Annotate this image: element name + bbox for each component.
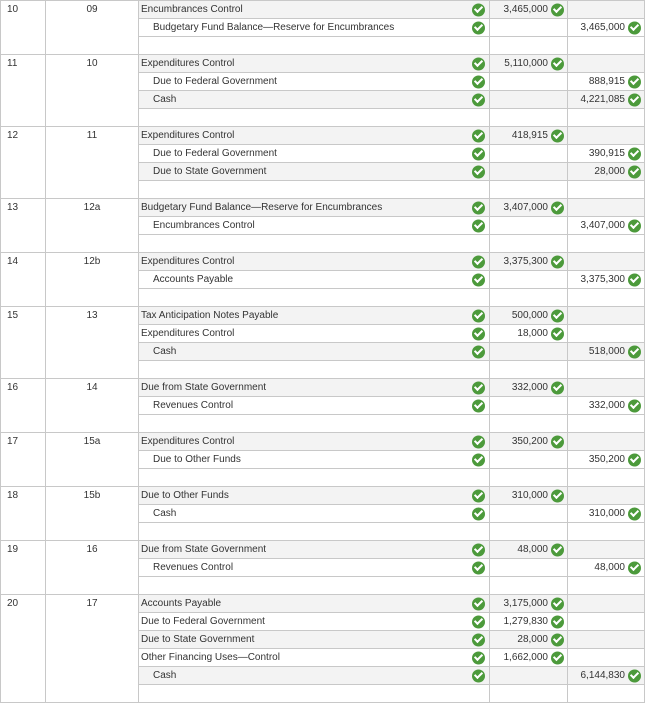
correct-check-icon — [551, 651, 564, 664]
correct-check-icon — [472, 615, 485, 628]
debit-amount-field[interactable] — [490, 595, 568, 613]
correct-check-icon — [472, 309, 485, 322]
debit-amount-field[interactable] — [490, 91, 568, 109]
account-title: Cash — [153, 508, 177, 519]
debit-amount: 48,000 — [517, 544, 548, 555]
correct-check-icon — [472, 3, 485, 16]
account-title: Expenditures Control — [141, 328, 235, 339]
journal-line-row — [1, 199, 645, 217]
correct-check-icon — [472, 507, 485, 520]
event-number: 10 — [46, 55, 139, 127]
debit-amount-field[interactable] — [490, 361, 568, 379]
credit-amount-field[interactable] — [568, 37, 645, 55]
entry-number: 13 — [1, 199, 46, 253]
account-title-field[interactable] — [139, 379, 490, 397]
account-title: Cash — [153, 670, 177, 681]
account-title-field[interactable] — [139, 343, 490, 361]
account-title: Due from State Government — [141, 544, 267, 555]
debit-amount: 418,915 — [511, 130, 548, 141]
account-title-field[interactable] — [139, 505, 490, 523]
credit-amount-field[interactable] — [568, 505, 645, 523]
debit-amount-field[interactable] — [490, 577, 568, 595]
event-number: 09 — [46, 1, 139, 55]
correct-check-icon — [472, 561, 485, 574]
debit-amount: 1,662,000 — [503, 652, 548, 663]
correct-check-icon — [551, 255, 564, 268]
account-title: Due to Federal Government — [153, 148, 277, 159]
debit-amount-field[interactable] — [490, 523, 568, 541]
correct-check-icon — [628, 669, 641, 682]
debit-amount-field[interactable] — [490, 379, 568, 397]
credit-amount-field[interactable] — [568, 325, 645, 343]
debit-amount: 1,279,830 — [503, 616, 548, 627]
account-title: Encumbrances Control — [141, 4, 243, 15]
credit-amount-field[interactable] — [568, 361, 645, 379]
credit-amount-field[interactable] — [568, 145, 645, 163]
entry-number: 14 — [1, 253, 46, 307]
journal-line-row — [1, 487, 645, 505]
account-title: Due to Federal Government — [153, 76, 277, 87]
debit-amount-field[interactable] — [490, 541, 568, 559]
journal-line-row — [1, 55, 645, 73]
journal-line-row — [1, 307, 645, 325]
account-title-field[interactable] — [139, 91, 490, 109]
journal-line-row — [1, 1, 645, 19]
correct-check-icon — [472, 381, 485, 394]
event-number: 13 — [46, 307, 139, 379]
correct-check-icon — [472, 147, 485, 160]
debit-amount-field[interactable] — [490, 559, 568, 577]
credit-amount-field[interactable] — [568, 469, 645, 487]
debit-amount: 3,375,300 — [503, 256, 548, 267]
correct-check-icon — [628, 507, 641, 520]
entry-number: 16 — [1, 379, 46, 433]
credit-amount-field[interactable] — [568, 55, 645, 73]
correct-check-icon — [628, 165, 641, 178]
correct-check-icon — [472, 669, 485, 682]
account-title: Due to Other Funds — [153, 454, 241, 465]
debit-amount: 18,000 — [517, 328, 548, 339]
entry-number: 15 — [1, 307, 46, 379]
correct-check-icon — [551, 3, 564, 16]
debit-amount-field[interactable] — [490, 307, 568, 325]
credit-amount-field[interactable] — [568, 559, 645, 577]
account-title: Accounts Payable — [141, 598, 222, 609]
correct-check-icon — [551, 201, 564, 214]
account-title: Budgetary Fund Balance—Reserve for Encumbrances — [141, 202, 383, 213]
credit-amount-field[interactable] — [568, 487, 645, 505]
account-title: Due to Federal Government — [141, 616, 265, 627]
credit-amount: 3,407,000 — [580, 220, 625, 231]
debit-amount-field[interactable] — [490, 19, 568, 37]
debit-amount: 3,465,000 — [503, 4, 548, 15]
credit-amount-field[interactable] — [568, 91, 645, 109]
debit-amount-field[interactable] — [490, 613, 568, 631]
account-title-field[interactable] — [139, 397, 490, 415]
account-title-field[interactable] — [139, 73, 490, 91]
credit-amount: 48,000 — [594, 562, 625, 573]
account-title-field[interactable] — [139, 199, 490, 217]
account-title-field[interactable] — [139, 235, 490, 253]
credit-amount-field[interactable] — [568, 613, 645, 631]
correct-check-icon — [472, 327, 485, 340]
credit-amount-field[interactable] — [568, 343, 645, 361]
correct-check-icon — [472, 633, 485, 646]
credit-amount: 518,000 — [588, 346, 625, 357]
correct-check-icon — [628, 453, 641, 466]
correct-check-icon — [628, 219, 641, 232]
event-number: 16 — [46, 541, 139, 595]
account-title: Accounts Payable — [153, 274, 234, 285]
correct-check-icon — [551, 309, 564, 322]
credit-amount: 28,000 — [594, 166, 625, 177]
account-title-field[interactable] — [139, 613, 490, 631]
account-title-field[interactable] — [139, 145, 490, 163]
correct-check-icon — [472, 255, 485, 268]
correct-check-icon — [472, 345, 485, 358]
account-title-field[interactable] — [139, 1, 490, 19]
credit-amount-field[interactable] — [568, 253, 645, 271]
journal-line-row — [1, 541, 645, 559]
correct-check-icon — [472, 453, 485, 466]
entry-number: 17 — [1, 433, 46, 487]
debit-amount-field[interactable] — [490, 631, 568, 649]
event-number: 14 — [46, 379, 139, 433]
debit-amount-field[interactable] — [490, 253, 568, 271]
debit-amount: 350,200 — [511, 436, 548, 447]
correct-check-icon — [628, 561, 641, 574]
account-title: Due to State Government — [153, 166, 267, 177]
correct-check-icon — [472, 651, 485, 664]
correct-check-icon — [628, 75, 641, 88]
credit-amount: 6,144,830 — [580, 670, 625, 681]
account-title-field[interactable] — [139, 559, 490, 577]
correct-check-icon — [551, 543, 564, 556]
credit-amount: 888,915 — [588, 76, 625, 87]
correct-check-icon — [551, 597, 564, 610]
credit-amount: 350,200 — [588, 454, 625, 465]
credit-amount-field[interactable] — [568, 595, 645, 613]
journal-line-row — [1, 595, 645, 613]
account-title: Due to Other Funds — [141, 490, 229, 501]
debit-amount-field[interactable] — [490, 163, 568, 181]
account-title-field[interactable] — [139, 181, 490, 199]
journal-line-row — [1, 127, 645, 145]
account-title-field[interactable] — [139, 289, 490, 307]
debit-amount-field[interactable] — [490, 55, 568, 73]
credit-amount-field[interactable] — [568, 649, 645, 667]
credit-amount-field[interactable] — [568, 451, 645, 469]
debit-amount-field[interactable] — [490, 649, 568, 667]
correct-check-icon — [628, 273, 641, 286]
correct-check-icon — [472, 57, 485, 70]
correct-check-icon — [472, 273, 485, 286]
account-title-field[interactable] — [139, 667, 490, 685]
event-number: 17 — [46, 595, 139, 703]
credit-amount-field[interactable] — [568, 271, 645, 289]
entry-number: 11 — [1, 55, 46, 127]
debit-amount-field[interactable] — [490, 685, 568, 703]
account-title-field[interactable] — [139, 631, 490, 649]
account-title-field[interactable] — [139, 361, 490, 379]
credit-amount-field[interactable] — [568, 235, 645, 253]
journal-body — [1, 1, 645, 703]
credit-amount-field[interactable] — [568, 163, 645, 181]
account-title: Encumbrances Control — [153, 220, 255, 231]
account-title-field[interactable] — [139, 55, 490, 73]
account-title-field[interactable] — [139, 109, 490, 127]
account-title-field[interactable] — [139, 163, 490, 181]
debit-amount-field[interactable] — [490, 325, 568, 343]
credit-amount-field[interactable] — [568, 523, 645, 541]
account-title-field[interactable] — [139, 487, 490, 505]
debit-amount-field[interactable] — [490, 469, 568, 487]
debit-amount: 310,000 — [511, 490, 548, 501]
account-title-field[interactable] — [139, 595, 490, 613]
event-number: 12b — [46, 253, 139, 307]
correct-check-icon — [551, 381, 564, 394]
credit-amount-field[interactable] — [568, 127, 645, 145]
entry-number: 18 — [1, 487, 46, 541]
correct-check-icon — [628, 399, 641, 412]
account-title: Due from State Government — [141, 382, 267, 393]
account-title-field[interactable] — [139, 307, 490, 325]
correct-check-icon — [628, 21, 641, 34]
correct-check-icon — [551, 435, 564, 448]
correct-check-icon — [472, 129, 485, 142]
account-title-field[interactable] — [139, 325, 490, 343]
correct-check-icon — [472, 219, 485, 232]
debit-amount: 500,000 — [511, 310, 548, 321]
correct-check-icon — [551, 327, 564, 340]
correct-check-icon — [472, 399, 485, 412]
correct-check-icon — [472, 201, 485, 214]
credit-amount-field[interactable] — [568, 109, 645, 127]
account-title-field[interactable] — [139, 127, 490, 145]
account-title-field[interactable] — [139, 685, 490, 703]
debit-amount-field[interactable] — [490, 145, 568, 163]
debit-amount: 3,175,000 — [503, 598, 548, 609]
debit-amount-field[interactable] — [490, 1, 568, 19]
account-title: Expenditures Control — [141, 58, 235, 69]
account-title-field[interactable] — [139, 433, 490, 451]
correct-check-icon — [551, 489, 564, 502]
correct-check-icon — [472, 543, 485, 556]
debit-amount-field[interactable] — [490, 433, 568, 451]
credit-amount-field[interactable] — [568, 541, 645, 559]
credit-amount-field[interactable] — [568, 415, 645, 433]
correct-check-icon — [472, 489, 485, 502]
debit-amount-field[interactable] — [490, 415, 568, 433]
correct-check-icon — [472, 435, 485, 448]
journal-line-row — [1, 379, 645, 397]
correct-check-icon — [628, 93, 641, 106]
debit-amount-field[interactable] — [490, 487, 568, 505]
debit-amount-field[interactable] — [490, 199, 568, 217]
account-title: Expenditures Control — [141, 436, 235, 447]
debit-amount-field[interactable] — [490, 235, 568, 253]
correct-check-icon — [628, 147, 641, 160]
account-title: Cash — [153, 94, 177, 105]
account-title-field[interactable] — [139, 649, 490, 667]
account-title: Revenues Control — [153, 400, 234, 411]
account-title-field[interactable] — [139, 451, 490, 469]
debit-amount-field[interactable] — [490, 397, 568, 415]
account-title-field[interactable] — [139, 415, 490, 433]
credit-amount-field[interactable] — [568, 73, 645, 91]
credit-amount-field[interactable] — [568, 217, 645, 235]
account-title: Budgetary Fund Balance—Reserve for Encumbrances — [153, 22, 395, 33]
credit-amount-field[interactable] — [568, 307, 645, 325]
credit-amount-field[interactable] — [568, 19, 645, 37]
credit-amount: 4,221,085 — [580, 94, 625, 105]
correct-check-icon — [472, 165, 485, 178]
entry-number: 19 — [1, 541, 46, 595]
credit-amount: 332,000 — [588, 400, 625, 411]
account-title-field[interactable] — [139, 469, 490, 487]
journal-line-row — [1, 433, 645, 451]
correct-check-icon — [551, 57, 564, 70]
account-title-field[interactable] — [139, 217, 490, 235]
event-number: 12a — [46, 199, 139, 253]
credit-amount-field[interactable] — [568, 1, 645, 19]
account-title-field[interactable] — [139, 577, 490, 595]
correct-check-icon — [472, 21, 485, 34]
account-title-field[interactable] — [139, 19, 490, 37]
account-title: Expenditures Control — [141, 256, 235, 267]
entry-number: 20 — [1, 595, 46, 703]
debit-amount-field[interactable] — [490, 343, 568, 361]
debit-amount-field[interactable] — [490, 505, 568, 523]
account-title: Tax Anticipation Notes Payable — [141, 310, 279, 321]
account-title: Revenues Control — [153, 562, 234, 573]
correct-check-icon — [472, 597, 485, 610]
correct-check-icon — [551, 129, 564, 142]
debit-amount: 332,000 — [511, 382, 548, 393]
credit-amount-field[interactable] — [568, 667, 645, 685]
debit-amount-field[interactable] — [490, 127, 568, 145]
debit-amount: 3,407,000 — [503, 202, 548, 213]
debit-amount-field[interactable] — [490, 271, 568, 289]
event-number: 15b — [46, 487, 139, 541]
credit-amount: 310,000 — [588, 508, 625, 519]
credit-amount: 3,465,000 — [580, 22, 625, 33]
debit-amount-field[interactable] — [490, 289, 568, 307]
debit-amount-field[interactable] — [490, 217, 568, 235]
event-number: 11 — [46, 127, 139, 199]
credit-amount-field[interactable] — [568, 289, 645, 307]
credit-amount-field[interactable] — [568, 685, 645, 703]
credit-amount-field[interactable] — [568, 181, 645, 199]
event-number: 15a — [46, 433, 139, 487]
debit-amount-field[interactable] — [490, 37, 568, 55]
account-title-field[interactable] — [139, 253, 490, 271]
correct-check-icon — [628, 345, 641, 358]
credit-amount: 3,375,300 — [580, 274, 625, 285]
journal-line-row — [1, 253, 645, 271]
correct-check-icon — [472, 75, 485, 88]
credit-amount-field[interactable] — [568, 379, 645, 397]
debit-amount-field[interactable] — [490, 109, 568, 127]
account-title: Expenditures Control — [141, 130, 235, 141]
account-title-field[interactable] — [139, 523, 490, 541]
correct-check-icon — [551, 615, 564, 628]
debit-amount: 28,000 — [517, 634, 548, 645]
credit-amount-field[interactable] — [568, 433, 645, 451]
debit-amount-field[interactable] — [490, 667, 568, 685]
correct-check-icon — [551, 633, 564, 646]
credit-amount: 390,915 — [588, 148, 625, 159]
correct-check-icon — [472, 93, 485, 106]
account-title: Due to State Government — [141, 634, 255, 645]
credit-amount-field[interactable] — [568, 199, 645, 217]
account-title: Cash — [153, 346, 177, 357]
debit-amount: 5,110,000 — [504, 58, 548, 69]
account-title: Other Financing Uses—Control — [141, 652, 280, 663]
debit-amount-field[interactable] — [490, 451, 568, 469]
entry-number: 10 — [1, 1, 46, 55]
credit-amount-field[interactable] — [568, 631, 645, 649]
account-title-field[interactable] — [139, 541, 490, 559]
account-title-field[interactable] — [139, 271, 490, 289]
debit-amount-field[interactable] — [490, 181, 568, 199]
entry-number: 12 — [1, 127, 46, 199]
credit-amount-field[interactable] — [568, 577, 645, 595]
debit-amount-field[interactable] — [490, 73, 568, 91]
credit-amount-field[interactable] — [568, 397, 645, 415]
account-title-field[interactable] — [139, 37, 490, 55]
